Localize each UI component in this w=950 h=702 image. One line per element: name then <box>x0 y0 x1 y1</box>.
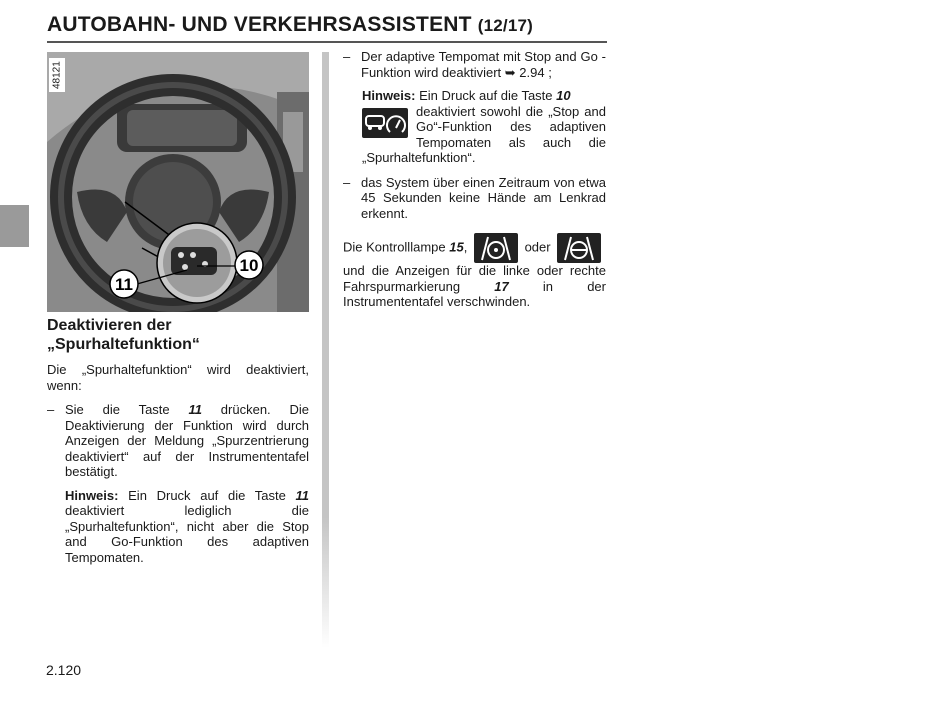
callout-10: 10 <box>239 256 259 275</box>
lane-assist-hands-icon <box>474 233 518 263</box>
section-tab <box>0 205 29 247</box>
steering-wheel-illustration <box>47 52 309 312</box>
left-column <box>47 316 309 565</box>
column-divider <box>322 52 329 648</box>
indicator-text: Die Kontrolllampe 15, oder und die Anzeigen für die linke oder rechte Fahrspurmarkierung 17 in der Instrumententafel verschwinden. <box>343 233 606 310</box>
page-count: (12/17) <box>477 16 533 35</box>
intro-text: Die „Spurhaltefunktion“ wird deaktiviert, wenn: <box>47 362 309 393</box>
stop-and-go-cruise-icon <box>362 108 408 138</box>
list-item: – das System über einen Zeitraum von etwa 45 Sekunden keine Hände am Lenkrad erkennt. <box>343 175 606 222</box>
list-item: – Der adaptive Tempomat mit Stop and Go -Funktion wird deaktiviert ➥ 2.94 ; <box>343 49 606 80</box>
list-item: – Sie die Taste 11 drücken. Die Deaktivierung der Funktion wird durch Anzeigen der Meldung „Spurzentrierung deaktiviert“ auf der Instrumententafel bestätigt. <box>47 402 309 480</box>
right-column <box>343 49 606 310</box>
title-underline <box>47 41 607 43</box>
callout-11: 11 <box>115 275 133 294</box>
figure-id: 48121 <box>49 58 65 92</box>
section-heading: Deaktivieren der „Spurhaltefunktion“ <box>47 317 200 353</box>
page-number: 2.120 <box>46 662 82 678</box>
lane-assist-steering-icon <box>557 233 601 263</box>
page-title <box>47 13 533 37</box>
note-text: Hinweis: Ein Druck auf die Taste 11 deaktiviert lediglich die „Spurhaltefunktion“, nicht aber die Stop and Go-Funktion des adaptiven Tempomaten. <box>65 487 309 565</box>
title-text: AUTOBAHN- UND VERKEHRSASSISTENT <box>47 13 472 36</box>
note-text: Hinweis: Ein Druck auf die Taste 10 deaktiviert sowohl die „Stop and Go“-Funktion des adaptiven Tempomaten als auch die „Spurhaltefunktion“. <box>362 88 606 165</box>
